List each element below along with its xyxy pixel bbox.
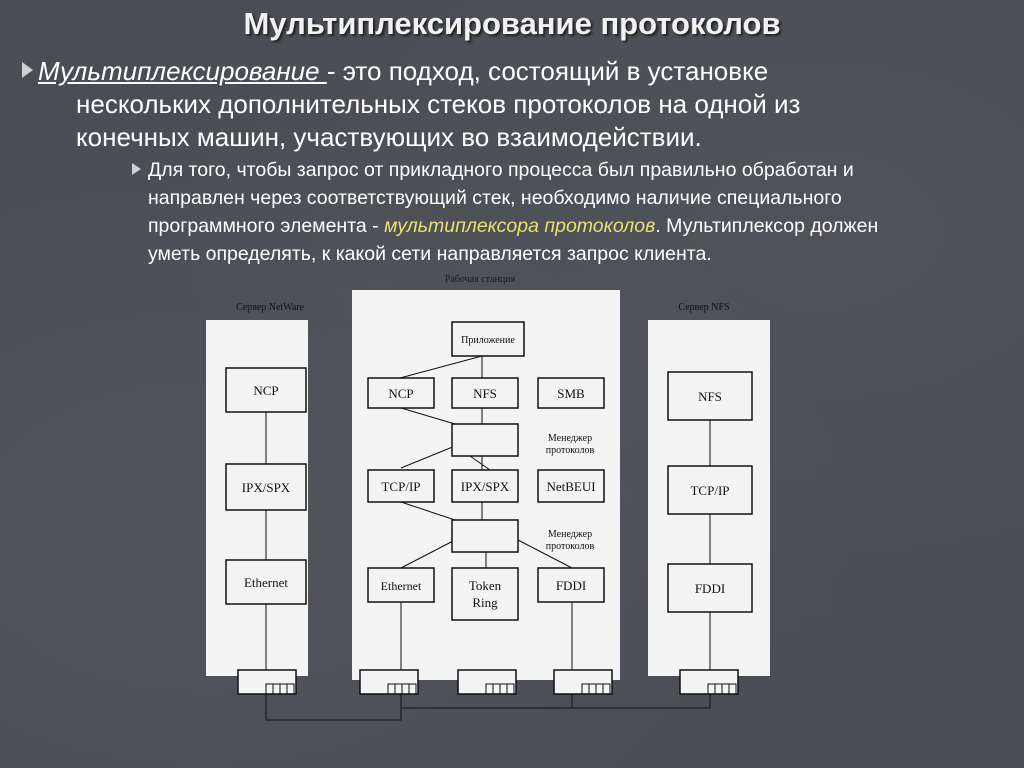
network-adapter-icon	[360, 670, 418, 694]
slide-title: Мультиплексирование протоколов	[243, 6, 781, 41]
detail-line-2: направлен через соответствующий стек, необходимо наличие специального	[148, 187, 842, 209]
workstation-panel-title: Рабочая станция	[444, 274, 516, 285]
term-protocol-multiplexer: мультиплексора протоколов	[384, 215, 656, 237]
network-adapter-icon	[458, 670, 516, 694]
protocol-manager-1-box	[452, 424, 518, 456]
nfs-server-nfs-label: NFS	[698, 389, 722, 404]
ws-token-ring-label-b: Ring	[472, 595, 498, 610]
ws-netbeui-label: NetBEUI	[546, 479, 596, 494]
definition-line-1: - это подход, состоящий в установке	[326, 56, 769, 86]
protocol-manager-1-label-a: Менеджер	[547, 433, 593, 444]
network-adapter-icon	[680, 670, 738, 694]
protocol-manager-2-label-a: Менеджер	[547, 529, 593, 540]
ws-ncp-label: NCP	[388, 386, 414, 401]
ws-nfs-label: NFS	[473, 386, 497, 401]
protocol-manager-1-label-b: протоколов	[545, 445, 595, 456]
network-adapter-icon	[554, 670, 612, 694]
detail-line-1: Для того, чтобы запрос от прикладного процесса был правильно обработан и	[148, 159, 854, 181]
netware-ipxspx-label: IPX/SPX	[241, 480, 291, 495]
detail-line-3-post: . Мультиплексор должен	[655, 215, 879, 237]
ws-fddi-label: FDDI	[555, 578, 587, 593]
nfs-server-tcpip-label: TCP/IP	[690, 483, 730, 498]
protocol-manager-2-box	[452, 520, 518, 552]
term-multiplexing: Мультиплексирование	[38, 56, 327, 86]
definition-line-2: нескольких дополнительных стеков протоколов на одной из	[76, 89, 801, 119]
netware-panel-title: Сервер NetWare	[235, 302, 305, 313]
ws-ethernet-label: Ethernet	[380, 579, 422, 593]
network-adapter-icon	[238, 670, 296, 694]
definition-line-3: конечных машин, участвующих во взаимодействии.	[76, 122, 702, 152]
ws-ipxspx-label: IPX/SPX	[460, 479, 510, 494]
application-label: Приложение	[461, 335, 515, 346]
protocol-manager-2-label-b: протоколов	[545, 541, 595, 552]
ws-smb-label: SMB	[557, 386, 585, 401]
ws-tcpip-label: TCP/IP	[381, 479, 421, 494]
detail-line-3-pre: программного элемента -	[148, 215, 385, 237]
ws-token-ring-box	[452, 568, 518, 620]
nfs-server-fddi-label: FDDI	[694, 581, 726, 596]
netware-ethernet-label: Ethernet	[243, 575, 289, 590]
netware-ncp-label: NCP	[253, 383, 279, 398]
detail-line-4: уметь определять, к какой сети направляется запрос клиента.	[148, 243, 712, 265]
nfs-panel-title: Сервер NFS	[678, 302, 730, 313]
ws-token-ring-label-a: Token	[468, 578, 502, 593]
